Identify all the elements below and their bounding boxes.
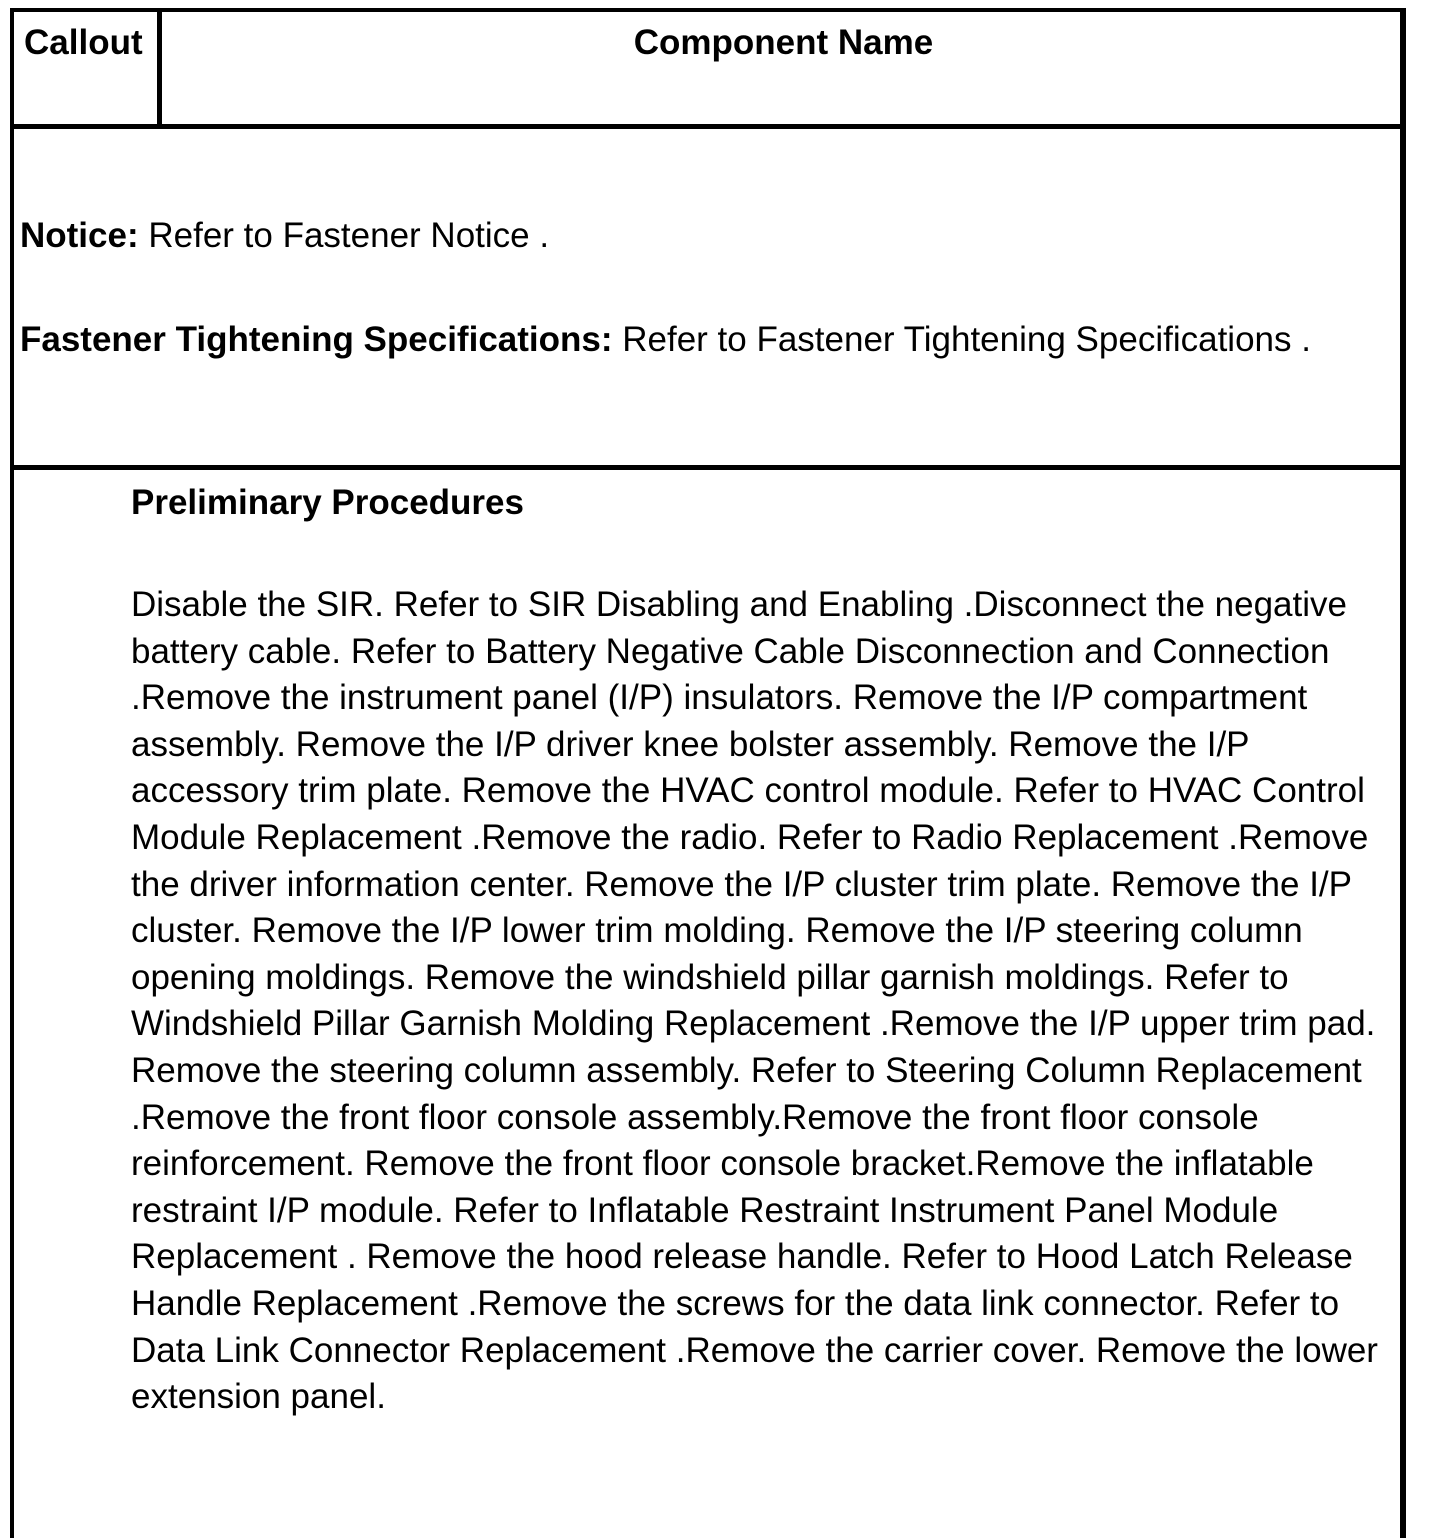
preliminary-procedures-row	[14, 470, 1400, 1538]
procedures-body: Disable the SIR. Refer to SIR Disabling and Enabling .Disconnect the negative battery cable. Refer to Battery Negative Cable Disconnection and Connection .Remove the instrument panel (I/P) insulators. Remove the I/P compartment assembly. Remove the I/P driver knee bolster assembly. Remove the I/P accessory trim plate. Remove the HVAC control module. Refer to HVAC Control Module Replacement .Remove the radio. Refer to Radio Replacement .Remove the driver information center. Remove the I/P cluster trim plate. Remove the I/P cluster. Remove the I/P lower trim molding. Remove the I/P steering column opening moldings. Remove the windshield pillar garnish moldings. Refer to Windshield Pillar Garnish Molding Replacement .Remove the I/P upper trim pad. Remove the steering column assembly. Refer to Steering Column Replacement .Remove the front floor console assembly.Remove the front floor console reinforcement. Remove the front floor console bracket.Remove the inflatable restraint I/P module. Refer to Inflatable Restraint Instrument Panel Module Replacement . Remove the hood release handle. Refer to Hood Latch Release Handle Replacement .Remove the screws for the data link connector. Refer to Data Link Connector Replacement .Remove the carrier cover. Remove the lower extension panel.	[131, 585, 1378, 1417]
component-name-header-label: Component Name	[633, 23, 934, 62]
callout-header-cell	[14, 12, 162, 124]
table-header-row	[14, 12, 1400, 129]
component-table	[10, 8, 1406, 1538]
notice-row	[14, 129, 1400, 470]
fastener-spec-text: Refer to Fastener Tightening Specifications .	[612, 320, 1311, 359]
component-name-header-cell	[167, 12, 1400, 124]
callout-header-label: Callout	[24, 23, 143, 62]
fastener-spec-label: Fastener Tightening Specifications:	[20, 320, 613, 359]
notice-label: Notice:	[20, 216, 139, 255]
fastener-notice-line	[20, 213, 1360, 259]
procedures-title: Preliminary Procedures	[131, 483, 524, 522]
tightening-spec-line	[20, 317, 1360, 363]
notice-text: Refer to Fastener Notice .	[138, 216, 550, 255]
